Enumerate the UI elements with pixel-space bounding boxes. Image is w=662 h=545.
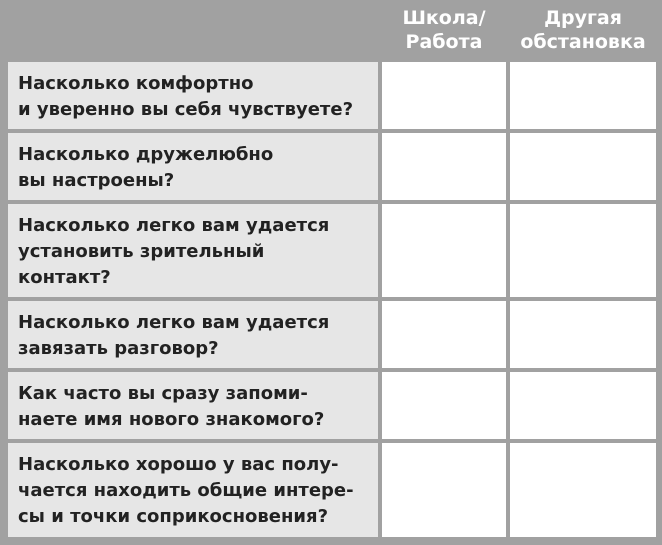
answer-cell-other-setting[interactable]: [510, 204, 656, 297]
answer-cell-school-work[interactable]: [382, 372, 506, 439]
table-header: [0, 0, 662, 60]
answer-cell-school-work[interactable]: [382, 62, 506, 129]
column-header-line: Другая: [544, 7, 622, 29]
question-cell: [8, 204, 378, 297]
question-line: Насколько легко вам удается: [18, 215, 330, 236]
table-row: [8, 301, 656, 368]
question-cell: [8, 372, 378, 439]
question-cell: [8, 62, 378, 129]
column-header-line: обстановка: [520, 31, 646, 53]
answer-cell-other-setting[interactable]: [510, 301, 656, 368]
question-line: Насколько хорошо у вас полу-: [18, 454, 339, 475]
question-line: сы и точки соприкосновения?: [18, 506, 329, 527]
question-line: Как часто вы сразу запоми-: [18, 383, 308, 404]
answer-cell-school-work[interactable]: [382, 133, 506, 200]
question-line: и уверенно вы себя чувствуете?: [18, 99, 354, 120]
column-header-line: Работа: [405, 31, 483, 53]
answer-cell-other-setting[interactable]: [510, 62, 656, 129]
column-header-line: Школа/: [402, 7, 486, 29]
table-row: [8, 62, 656, 129]
answer-cell-school-work[interactable]: [382, 443, 506, 537]
answer-cell-other-setting[interactable]: [510, 133, 656, 200]
question-line: наете имя нового знакомого?: [18, 409, 325, 430]
question-cell: [8, 301, 378, 368]
table-row: [8, 443, 656, 537]
question-line: контакт?: [18, 267, 111, 288]
question-line: чается находить общие интере-: [18, 480, 354, 501]
answer-cell-school-work[interactable]: [382, 204, 506, 297]
question-line: Насколько дружелюбно: [18, 144, 274, 165]
question-line: Насколько легко вам удается: [18, 312, 330, 333]
answer-cell-other-setting[interactable]: [510, 443, 656, 537]
column-header-other-setting: [510, 6, 656, 54]
answer-cell-school-work[interactable]: [382, 301, 506, 368]
table-row: [8, 133, 656, 200]
question-cell: [8, 443, 378, 537]
question-line: Насколько комфортно: [18, 73, 254, 94]
table-row: [8, 372, 656, 439]
column-header-school-work: [382, 6, 506, 54]
question-cell: [8, 133, 378, 200]
answer-cell-other-setting[interactable]: [510, 372, 656, 439]
table-row: [8, 204, 656, 297]
question-line: вы настроены?: [18, 170, 175, 191]
question-line: установить зрительный: [18, 241, 265, 262]
question-line: завязать разговор?: [18, 338, 219, 359]
